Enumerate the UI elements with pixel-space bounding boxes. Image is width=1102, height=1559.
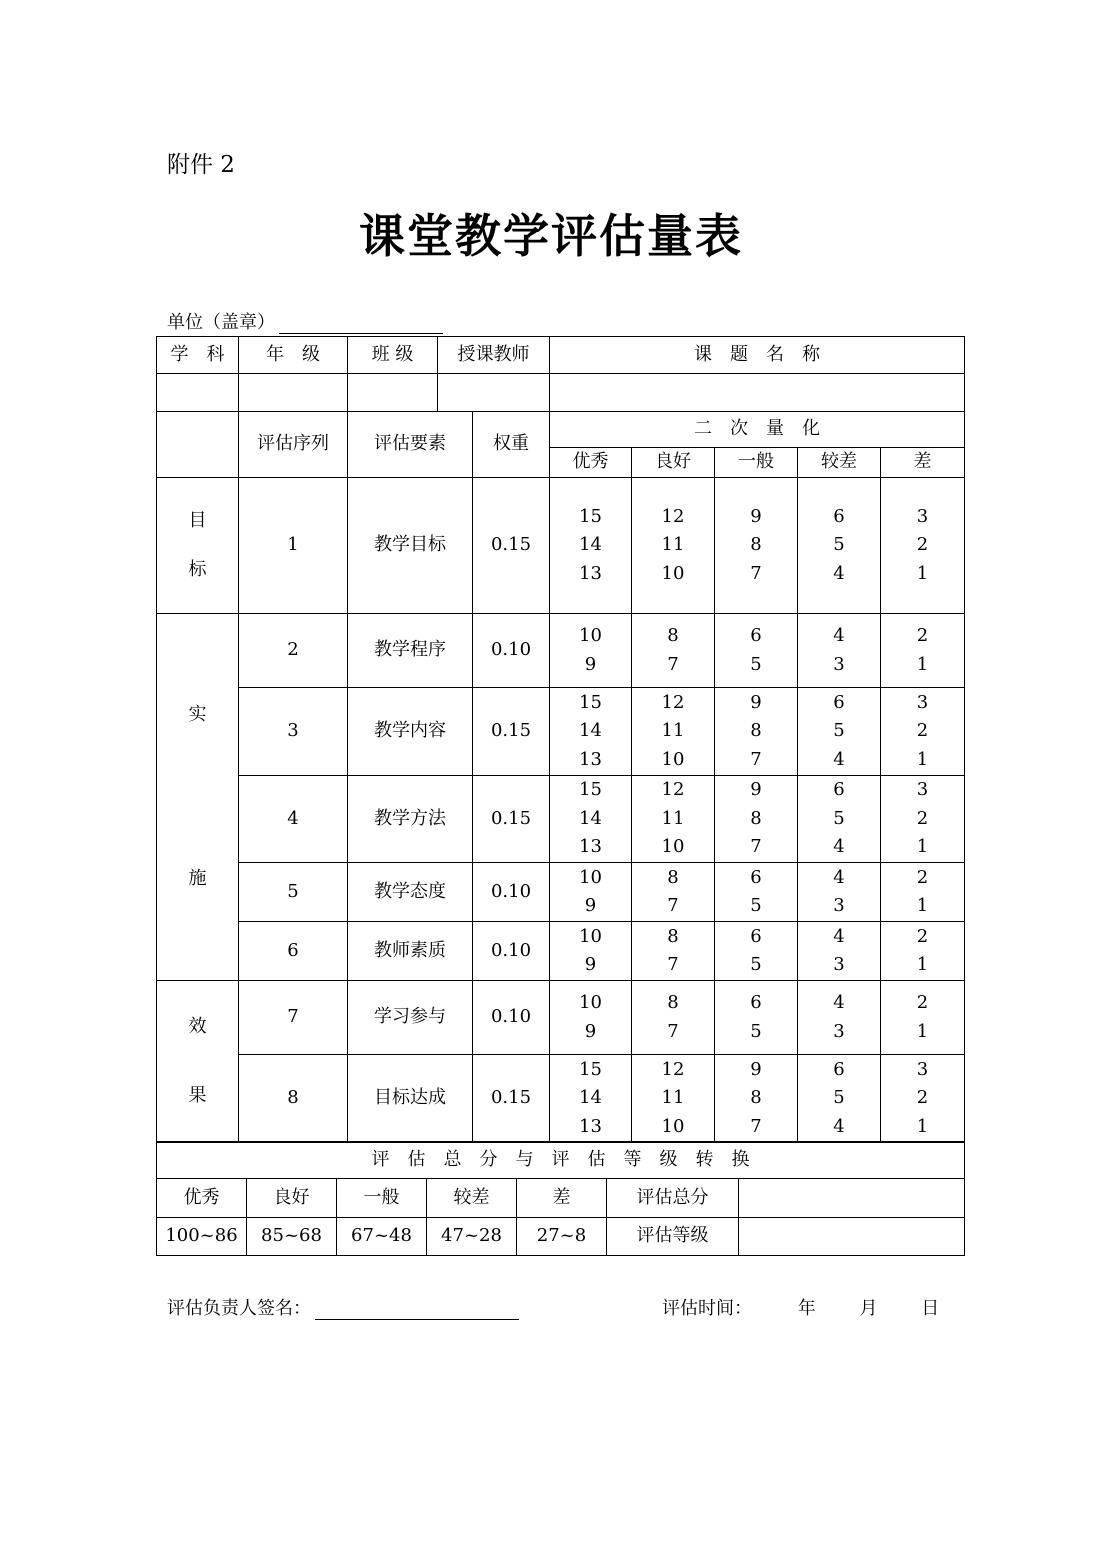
score-value: 15: [579, 505, 602, 527]
subject-input[interactable]: [157, 374, 239, 412]
score-value: 13: [579, 748, 602, 770]
conversion-level: 优秀: [157, 1179, 247, 1218]
conversion-range: 85~68: [247, 1218, 337, 1256]
item-name: 目标达成: [348, 1055, 473, 1143]
score-cell: [715, 776, 798, 863]
unit-label: 单位（盖章）: [167, 312, 275, 333]
signature-label: 评估负责人签名：: [167, 1298, 311, 1319]
score-value: 2: [916, 807, 929, 829]
unit-stamp-row: [167, 308, 443, 334]
score-value: 8: [750, 1087, 762, 1109]
score-value: 10: [661, 836, 685, 858]
score-cell: [550, 1055, 632, 1143]
item-seq: 2: [239, 614, 348, 688]
score-cell: [715, 863, 798, 922]
category-char: 实: [188, 703, 207, 725]
score-value: 9: [584, 895, 597, 916]
attachment-label: 附件 2: [167, 152, 235, 178]
category-char: 目: [188, 510, 207, 531]
score-value: 12: [661, 691, 685, 713]
score-value: 4: [833, 866, 845, 888]
score-value: 5: [833, 534, 845, 556]
topic-header: 课 题 名 称: [550, 337, 965, 374]
item-seq: 5: [239, 863, 348, 922]
score-value: 5: [833, 1087, 845, 1109]
category-char: 标: [188, 558, 207, 580]
score-value: 5: [750, 954, 762, 975]
score-value: 1: [916, 895, 929, 916]
score-cell: [881, 1055, 965, 1143]
total-score-label: 评估总分: [607, 1179, 739, 1218]
score-cell: [798, 478, 881, 614]
year-label: 年: [797, 1298, 816, 1319]
score-cell: [550, 863, 632, 922]
score-cell: [715, 614, 798, 688]
score-value: 15: [579, 779, 602, 801]
score-value: 4: [833, 562, 845, 584]
day-label: 日: [921, 1298, 940, 1319]
item-weight: 0.15: [473, 478, 550, 614]
conversion-level: 良好: [247, 1179, 337, 1218]
score-value: 7: [667, 954, 679, 975]
score-value: 9: [584, 1020, 597, 1042]
score-cell: [881, 922, 965, 981]
teacher-header: 授课教师: [438, 337, 550, 374]
item-name: 教学方法: [348, 776, 473, 863]
item-weight: 0.10: [473, 614, 550, 688]
element-header: 评估要素: [348, 412, 473, 478]
score-cell: [798, 688, 881, 776]
score-cell: [798, 863, 881, 922]
score-value: 1: [916, 1020, 929, 1042]
score-cell: [632, 1055, 715, 1143]
score-value: 7: [667, 895, 679, 916]
score-value: 13: [579, 1115, 602, 1137]
score-cell: [715, 981, 798, 1055]
score-value: 9: [584, 653, 597, 675]
score-value: 3: [916, 1058, 929, 1080]
score-value: 6: [833, 779, 845, 801]
item-weight: 0.10: [473, 981, 550, 1055]
score-value: 6: [750, 992, 762, 1013]
score-cell: [881, 863, 965, 922]
score-value: 8: [667, 925, 679, 947]
score-value: 2: [916, 925, 929, 947]
item-name: 教学态度: [348, 863, 473, 922]
score-cell: [715, 688, 798, 776]
score-value: 3: [916, 779, 929, 801]
teacher-input[interactable]: [438, 374, 550, 412]
item-seq: 3: [239, 688, 348, 776]
date-row: [662, 1294, 939, 1320]
score-value: 5: [750, 1020, 762, 1042]
score-value: 10: [579, 866, 602, 888]
score-value: 12: [661, 1058, 685, 1080]
score-value: 6: [750, 866, 762, 888]
item-weight: 0.10: [473, 922, 550, 981]
score-value: 3: [916, 505, 929, 527]
level-header: 一般: [715, 448, 798, 478]
category-char: 施: [188, 868, 207, 889]
score-value: 15: [579, 691, 602, 713]
score-cell: [632, 981, 715, 1055]
grade-conversion-table: [156, 1141, 965, 1256]
score-cell: [715, 922, 798, 981]
score-cell: [798, 614, 881, 688]
item-weight: 0.15: [473, 1055, 550, 1143]
score-cell: [798, 981, 881, 1055]
score-cell: [881, 776, 965, 863]
score-cell: [798, 922, 881, 981]
score-value: 1: [916, 836, 929, 858]
score-value: 6: [750, 625, 762, 646]
score-value: 14: [579, 1087, 602, 1109]
score-cell: [881, 478, 965, 614]
total-score-input[interactable]: [739, 1179, 965, 1218]
score-cell: [881, 688, 965, 776]
score-value: 9: [750, 505, 762, 527]
score-value: 10: [661, 748, 685, 770]
score-value: 14: [579, 720, 602, 742]
score-value: 10: [579, 925, 602, 947]
score-value: 4: [833, 748, 845, 770]
score-value: 8: [667, 992, 679, 1013]
score-value: 6: [750, 925, 762, 947]
score-value: 3: [833, 653, 845, 675]
score-value: 4: [833, 625, 845, 646]
score-value: 11: [661, 534, 685, 556]
score-value: 9: [750, 779, 762, 801]
score-value: 11: [661, 807, 685, 829]
evaluation-table: [156, 336, 965, 1143]
score-value: 3: [833, 1020, 845, 1042]
category-char: 效: [188, 1016, 207, 1037]
score-cell: [632, 776, 715, 863]
score-cell: [798, 1055, 881, 1143]
score-value: 1: [916, 954, 929, 975]
item-name: 学习参与: [348, 981, 473, 1055]
level-header: 良好: [632, 448, 715, 478]
score-value: 9: [750, 1058, 762, 1080]
score-value: 7: [750, 748, 762, 770]
item-seq: 8: [239, 1055, 348, 1143]
score-value: 4: [833, 836, 845, 858]
score-value: 2: [916, 1087, 929, 1109]
score-cell: [632, 614, 715, 688]
score-value: 13: [579, 562, 602, 584]
level-header: 优秀: [550, 448, 632, 478]
score-value: 1: [916, 748, 929, 770]
score-value: 8: [667, 625, 679, 646]
score-value: 4: [833, 1115, 845, 1137]
conversion-level: 较差: [427, 1179, 517, 1218]
score-value: 15: [579, 1058, 602, 1080]
score-value: 3: [916, 691, 929, 713]
time-label: 评估时间：: [662, 1298, 752, 1319]
conversion-range: 47~28: [427, 1218, 517, 1256]
score-cell: [550, 688, 632, 776]
item-name: 教学程序: [348, 614, 473, 688]
score-value: 14: [579, 534, 602, 556]
grade-level-label: 评估等级: [607, 1218, 739, 1256]
class-header: 班 级: [348, 337, 438, 374]
sequence-header: 评估序列: [239, 412, 348, 478]
conversion-range: 27~8: [517, 1218, 607, 1256]
item-name: 教学内容: [348, 688, 473, 776]
score-value: 7: [667, 1020, 679, 1042]
category-gap: [157, 1042, 238, 1082]
score-value: 7: [750, 1115, 762, 1137]
score-cell: [881, 981, 965, 1055]
grade-input[interactable]: [239, 374, 348, 412]
item-seq: 7: [239, 981, 348, 1055]
score-cell: [715, 478, 798, 614]
topic-input[interactable]: [550, 374, 965, 412]
category-char: 果: [188, 1084, 207, 1106]
score-value: 4: [833, 992, 845, 1013]
category-gap: [157, 536, 238, 556]
item-seq: 6: [239, 922, 348, 981]
score-value: 1: [916, 562, 929, 584]
quantify-header: 二 次 量 化: [550, 412, 965, 448]
category-implement: [157, 614, 239, 981]
conversion-range: 100~86: [157, 1218, 247, 1256]
item-weight: 0.10: [473, 863, 550, 922]
item-weight: 0.15: [473, 688, 550, 776]
unit-blank-line[interactable]: [279, 313, 443, 334]
score-value: 11: [661, 1087, 685, 1109]
level-header: 差: [881, 448, 965, 478]
score-value: 11: [661, 720, 685, 742]
score-value: 2: [916, 720, 929, 742]
grade-level-input[interactable]: [739, 1218, 965, 1256]
score-value: 2: [916, 534, 929, 556]
score-cell: [798, 776, 881, 863]
item-seq: 4: [239, 776, 348, 863]
conversion-level: 一般: [337, 1179, 427, 1218]
score-value: 3: [833, 954, 845, 975]
subject-header: 学 科: [157, 337, 239, 374]
score-value: 10: [579, 992, 602, 1013]
score-cell: [715, 1055, 798, 1143]
score-value: 6: [833, 691, 845, 713]
score-cell: [632, 688, 715, 776]
item-name: 教学目标: [348, 478, 473, 614]
conversion-range: 67~48: [337, 1218, 427, 1256]
score-value: 6: [833, 505, 845, 527]
score-value: 9: [750, 691, 762, 713]
score-value: 8: [667, 866, 679, 888]
score-cell: [881, 614, 965, 688]
score-value: 2: [916, 625, 929, 646]
score-cell: [632, 863, 715, 922]
score-value: 8: [750, 720, 762, 742]
score-cell: [632, 922, 715, 981]
weight-header: 权重: [473, 412, 550, 478]
score-value: 5: [750, 653, 762, 675]
score-cell: [550, 922, 632, 981]
page-title: 课堂教学评估量表: [359, 209, 743, 263]
score-cell: [550, 478, 632, 614]
conversion-title: 评 估 总 分 与 评 估 等 级 转 换: [157, 1142, 965, 1179]
score-value: 10: [661, 1115, 685, 1137]
score-value: 13: [579, 836, 602, 858]
score-value: 7: [750, 836, 762, 858]
score-value: 7: [750, 562, 762, 584]
signature-row: [167, 1294, 519, 1320]
score-value: 1: [916, 653, 929, 675]
signature-blank-line[interactable]: [315, 1299, 519, 1320]
score-value: 5: [833, 720, 845, 742]
score-value: 2: [916, 992, 929, 1013]
score-value: 12: [661, 505, 685, 527]
conversion-level: 差: [517, 1179, 607, 1218]
score-value: 14: [579, 807, 602, 829]
score-value: 12: [661, 779, 685, 801]
score-value: 3: [833, 895, 845, 916]
month-label: 月: [859, 1298, 878, 1319]
score-value: 8: [750, 807, 762, 829]
item-seq: 1: [239, 478, 348, 614]
score-cell: [550, 614, 632, 688]
score-value: 7: [667, 653, 679, 675]
score-value: 4: [833, 925, 845, 947]
category-gap: [157, 729, 238, 865]
grade-header: 年 级: [239, 337, 348, 374]
score-value: 2: [916, 866, 929, 888]
score-value: 1: [916, 1115, 929, 1137]
score-value: 6: [833, 1058, 845, 1080]
score-value: 9: [584, 954, 597, 975]
score-cell: [632, 478, 715, 614]
score-value: 10: [579, 625, 602, 646]
score-value: 5: [833, 807, 845, 829]
level-header: 较差: [798, 448, 881, 478]
score-value: 8: [750, 534, 762, 556]
score-cell: [550, 776, 632, 863]
category-goal: [157, 478, 239, 614]
item-name: 教师素质: [348, 922, 473, 981]
class-input[interactable]: [348, 374, 438, 412]
blank-corner-cell: [157, 412, 239, 478]
item-weight: 0.15: [473, 776, 550, 863]
category-effect: [157, 981, 239, 1143]
score-cell: [550, 981, 632, 1055]
score-value: 10: [661, 562, 685, 584]
score-value: 5: [750, 895, 762, 916]
